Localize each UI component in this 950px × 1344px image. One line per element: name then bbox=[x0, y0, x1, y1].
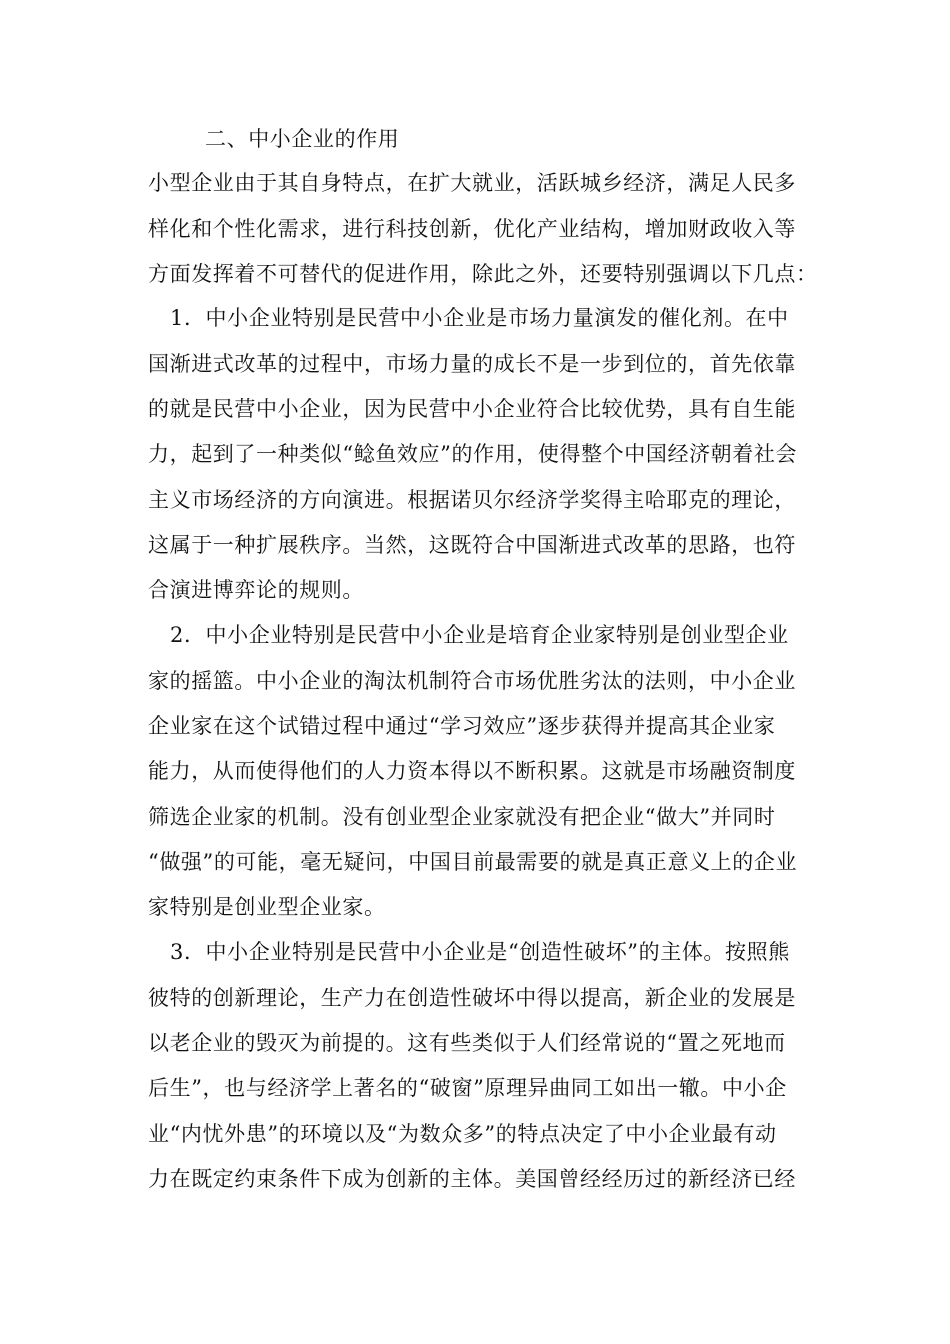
text-line: 力在既定约束条件下成为创新的主体。美国曾经经历过的新经济已经 bbox=[148, 1167, 796, 1191]
text-line: 这属于一种扩展秩序。当然，这既符合中国渐进式改革的思路，也符 bbox=[148, 533, 796, 557]
text-line: 筛选企业家的机制。没有创业型企业家就没有把企业“做大”并同时 bbox=[148, 805, 776, 829]
text-line: 合演进博弈论的规则。 bbox=[148, 578, 364, 602]
text-line: 3．中小企业特别是民营中小企业是“创造性破坏”的主体。按照熊 bbox=[170, 940, 790, 964]
text-line: 企业家在这个试错过程中通过“学习效应”逐步获得并提高其企业家 bbox=[148, 714, 776, 738]
section-heading: 二、中小企业的作用 bbox=[205, 127, 400, 151]
text-line: 方面发挥着不可替代的促进作用，除此之外，还要特别强调以下几点： bbox=[148, 262, 818, 286]
text-line: 样化和个性化需求，进行科技创新，优化产业结构，增加财政收入等 bbox=[148, 217, 796, 241]
text-line: 主义市场经济的方向演进。根据诺贝尔经济学奖得主哈耶克的理论， bbox=[148, 488, 796, 512]
text-line: 的就是民营中小企业，因为民营中小企业符合比较优势，具有自生能 bbox=[148, 397, 796, 421]
text-line: 后生”，也与经济学上著名的“破窗”原理异曲同工如出一辙。中小企 bbox=[148, 1076, 787, 1100]
text-line: 家的摇篮。中小企业的淘汰机制符合市场优胜劣汰的法则，中小企业 bbox=[148, 669, 796, 693]
text-line: 业“内忧外患”的环境以及“为数众多”的特点决定了中小企业最有动 bbox=[148, 1122, 777, 1146]
text-line: 以老企业的毁灭为前提的。这有些类似于人们经常说的“置之死地而 bbox=[148, 1031, 786, 1055]
text-line: 彼特的创新理论，生产力在创造性破坏中得以提高，新企业的发展是 bbox=[148, 986, 796, 1010]
text-line: 家特别是创业型企业家。 bbox=[148, 895, 386, 919]
text-line: 小型企业由于其自身特点，在扩大就业，活跃城乡经济，满足人民多 bbox=[148, 171, 796, 195]
text-line: 力，起到了一种类似“鲶鱼效应”的作用，使得整个中国经济朝着社会 bbox=[148, 442, 798, 466]
text-line: 国渐进式改革的过程中，市场力量的成长不是一步到位的，首先依靠 bbox=[148, 352, 796, 376]
text-line: 能力，从而使得他们的人力资本得以不断积累。这就是市场融资制度 bbox=[148, 759, 796, 783]
text-line: 1．中小企业特别是民营中小企业是市场力量演发的催化剂。在中 bbox=[170, 306, 789, 330]
text-line: 2．中小企业特别是民营中小企业是培育企业家特别是创业型企业 bbox=[170, 623, 789, 647]
text-line: “做强”的可能，毫无疑问，中国目前最需要的就是真正意义上的企业 bbox=[148, 850, 798, 874]
